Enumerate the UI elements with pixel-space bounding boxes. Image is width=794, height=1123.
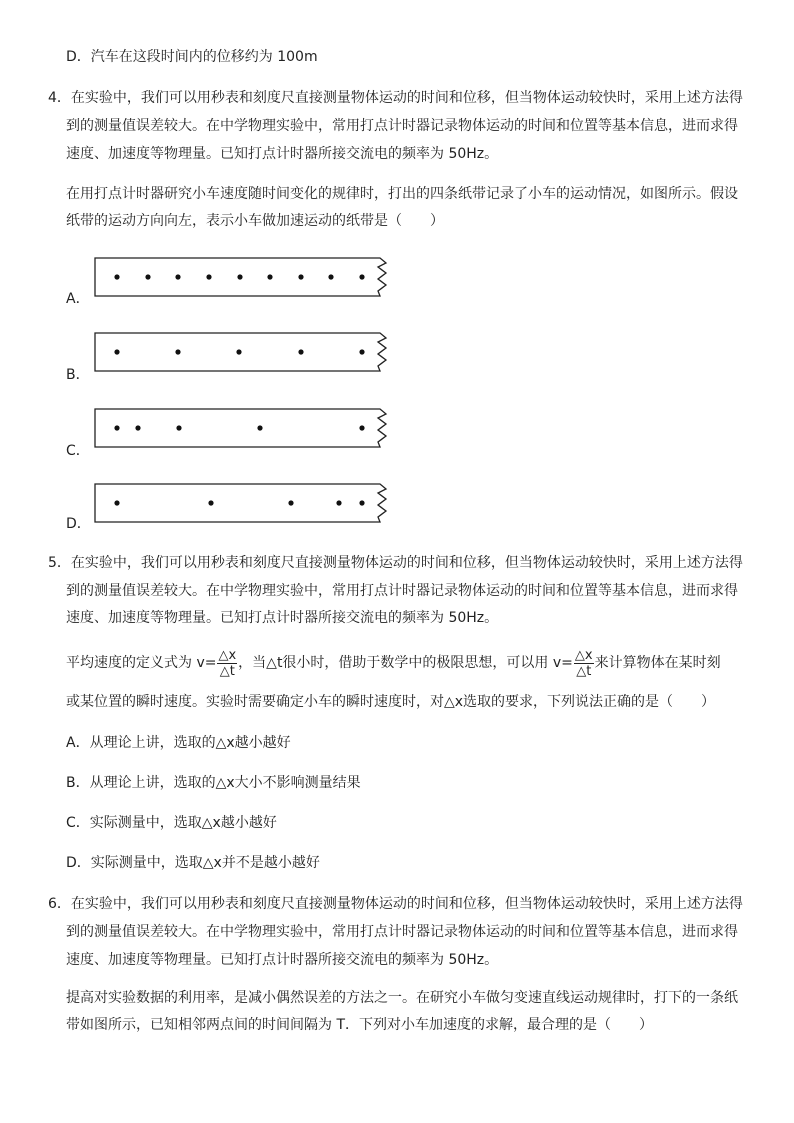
q5-stem-line-3: 速度、加速度等物理量。已知打点计时器所接交流电的频率为 50Hz。 bbox=[66, 610, 499, 626]
q5-question-line-2: 或某位置的瞬时速度。实验时需要确定小车的瞬时速度时，对△x选取的要求，下列说法正确的是（ ） bbox=[66, 694, 716, 710]
tape-a-dot-6 bbox=[267, 274, 272, 279]
tape-a-dot-5 bbox=[237, 274, 242, 279]
q5-question-part-3: 来计算物体在某时刻 bbox=[594, 655, 721, 671]
q4-question-line-1: 在用打点计时器研究小车速度随时间变化的规律时，打出的四条纸带记录了小车的运动情况，如图所示。假设 bbox=[66, 186, 738, 202]
tape-c-dot-2 bbox=[135, 425, 140, 430]
q4-stem-line-1: 4．在实验中，我们可以用秒表和刻度尺直接测量物体运动的时间和位移，但当物体运动较快时，采用上述方法得 bbox=[48, 90, 743, 106]
tape-d-dot-5 bbox=[359, 500, 364, 505]
q5-question-line-1 bbox=[66, 646, 721, 680]
q6-stem-line-2: 到的测量值误差较大。在中学物理实验中，常用打点计时器记录物体运动的时间和位置等基本信息，进而求得 bbox=[66, 924, 738, 940]
tape-c-dot-4 bbox=[257, 425, 262, 430]
q5-fraction-2-denominator: △t bbox=[576, 663, 592, 679]
tape-b-dot-4 bbox=[298, 349, 303, 354]
tape-label-c: C． bbox=[66, 443, 90, 459]
paper-tape-d bbox=[94, 482, 394, 524]
q5-option-c: C．实际测量中，选取△x越小越好 bbox=[66, 815, 277, 831]
q5-fraction-1-denominator: △t bbox=[219, 663, 235, 679]
q5-fraction-2-numerator: △x bbox=[574, 647, 593, 663]
prev-option-d: D．汽车在这段时间内的位移约为 100m bbox=[66, 49, 318, 65]
tape-a-dot-8 bbox=[328, 274, 333, 279]
q5-question-part-1: 平均速度的定义式为 v= bbox=[66, 655, 217, 671]
q4-question-line-2: 纸带的运动方向向左，表示小车做加速运动的纸带是（ ） bbox=[66, 213, 444, 229]
q5-fraction-1 bbox=[217, 648, 237, 679]
q4-stem-line-2: 到的测量值误差较大。在中学物理实验中，常用打点计时器记录物体运动的时间和位置等基本信息，进而求得 bbox=[66, 118, 738, 134]
tape-label-a: A． bbox=[66, 291, 90, 307]
q5-fraction-2 bbox=[574, 648, 594, 679]
tape-d-dot-4 bbox=[336, 500, 341, 505]
q4-stem-line-3: 速度、加速度等物理量。已知打点计时器所接交流电的频率为 50Hz。 bbox=[66, 146, 499, 162]
tape-a-dot-2 bbox=[145, 274, 150, 279]
tape-d-dot-2 bbox=[208, 500, 213, 505]
tape-label-d: D． bbox=[66, 516, 91, 532]
tape-d-dot-3 bbox=[288, 500, 293, 505]
tape-b-dot-5 bbox=[359, 349, 364, 354]
tape-c-dot-5 bbox=[359, 425, 364, 430]
tape-outline-d bbox=[95, 484, 386, 522]
q6-stem-line-3: 速度、加速度等物理量。已知打点计时器所接交流电的频率为 50Hz。 bbox=[66, 952, 499, 968]
paper-tape-b bbox=[94, 331, 394, 373]
q6-question-line-1: 提高对实验数据的利用率，是减小偶然误差的方法之一。在研究小车做匀变速直线运动规律时，打下的一条纸 bbox=[66, 990, 738, 1006]
paper-tape-a bbox=[94, 256, 394, 298]
q5-option-d: D．实际测量中，选取△x并不是越小越好 bbox=[66, 855, 320, 871]
tape-a-dot-4 bbox=[206, 274, 211, 279]
q5-fraction-1-numerator: △x bbox=[218, 647, 237, 663]
q5-option-b: B．从理论上讲，选取的△x大小不影响测量结果 bbox=[66, 775, 361, 791]
tape-a-dot-7 bbox=[298, 274, 303, 279]
q5-question-part-2: ，当△t很小时，借助于数学中的极限思想，可以用 v= bbox=[238, 655, 573, 671]
tape-b-dot-3 bbox=[236, 349, 241, 354]
tape-a-dot-1 bbox=[114, 274, 119, 279]
tape-a-dot-3 bbox=[175, 274, 180, 279]
q6-question-line-2: 带如图所示，已知相邻两点间的时间间隔为 T．下列对小车加速度的求解，最合理的是（ ） bbox=[66, 1017, 653, 1033]
tape-c-dot-1 bbox=[114, 425, 119, 430]
paper-tape-c bbox=[94, 407, 394, 449]
tape-label-b: B． bbox=[66, 367, 90, 383]
q5-stem-line-1: 5．在实验中，我们可以用秒表和刻度尺直接测量物体运动的时间和位移，但当物体运动较快时，采用上述方法得 bbox=[48, 555, 743, 571]
tape-d-dot-1 bbox=[114, 500, 119, 505]
tape-b-dot-1 bbox=[114, 349, 119, 354]
tape-a-dot-9 bbox=[359, 274, 364, 279]
q5-stem-line-2: 到的测量值误差较大。在中学物理实验中，常用打点计时器记录物体运动的时间和位置等基本信息，进而求得 bbox=[66, 583, 738, 599]
q5-option-a: A．从理论上讲，选取的△x越小越好 bbox=[66, 735, 291, 751]
q6-stem-line-1: 6．在实验中，我们可以用秒表和刻度尺直接测量物体运动的时间和位移，但当物体运动较快时，采用上述方法得 bbox=[48, 896, 743, 912]
tape-c-dot-3 bbox=[176, 425, 181, 430]
tape-b-dot-2 bbox=[175, 349, 180, 354]
